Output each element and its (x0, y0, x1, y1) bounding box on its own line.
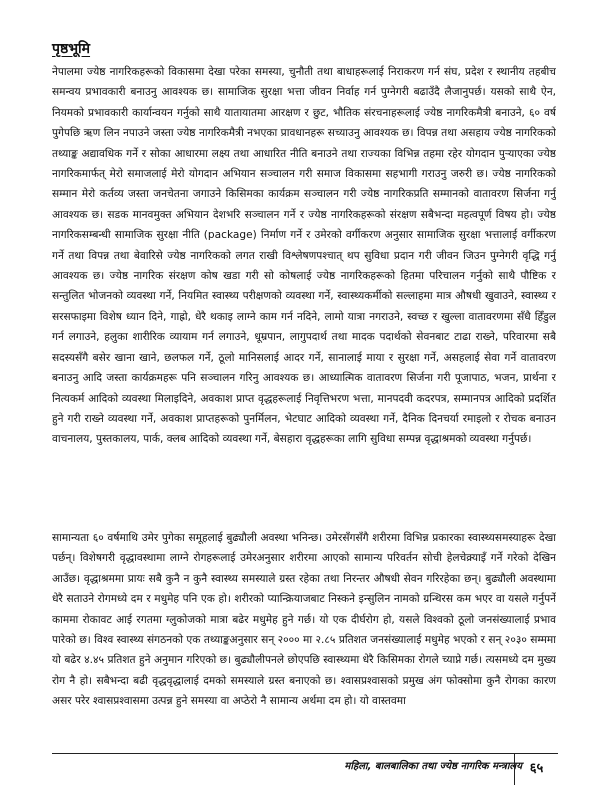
footer-divider (52, 753, 558, 754)
page-number: ६५ (514, 753, 558, 785)
paragraph-1: नेपालमा ज्येष्ठ नागरिकहरूको विकासमा देखा परेका समस्या, चुनौती तथा बाधाहरूलाई निराकरण गर्न संघ, प्रदेश र स्थानीय तहबीच समन्वय प्रभावकारी बनाउनु आवश्यक छ। सामाजिक सुरक्षा भत्ता जीवन निर्वाह गर्न पुग्नेगरी बढाउँदै लैजानुपर्छ। यसको साथै ऐन, नियमको प्रभावकारी कार्यान्वयन गर्नुको साथै यातायातमा आरक्षण र छुट, भौतिक संरचनाहरूलाई ज्येष्ठ नागरिकमैत्री बनाउने, ६० वर्ष पुगेपछि ऋण लिन नपाउने जस्ता ज्येष्ठ नागरिकमैत्री नभएका प्रावधानहरू सच्याउनु आवश्यक छ। विपन्न तथा असहाय ज्येष्ठ नागरिकको तथ्याङ्क अद्यावधिक गर्ने र सोका आधारमा लक्ष्य तथा आधारित नीति बनाउने तथा राज्यका विभिन्न तहमा रहेर योगदान पुऱ्याएका ज्येष्ठ नागरिकमार्फत् मेरो समाजलाई मेरो योगदान अभियान सञ्चालन गरी समाज विकासमा सहभागी गराउनु जरुरी छ। ज्येष्ठ नागरिकको सम्मान मेरो कर्तव्य जस्ता जनचेतना जगाउने किसिमका कार्यक्रम सञ्चालन गरी ज्येष्ठ नागरिकप्रति सम्मानको वातावरण सिर्जना गर्नु आवश्यक छ। सडक मानवमुक्त अभियान देशभरि सञ्चालन गर्ने र ज्येष्ठ नागरिकहरूको संरक्षण सबैभन्दा महत्वपूर्ण विषय हो। ज्येष्ठ नागरिकसम्बन्धी सामाजिक सुरक्षा नीति (package) निर्माण गर्ने र उमेरको वर्गीकरण अनुसार सामाजिक सुरक्षा भत्तालाई वर्गीकरण गर्ने तथा विपन्न तथा बेवारिसे ज्येष्ठ नागरिकको लगत राखी विश्लेषणपश्चात् थप सुविधा प्रदान गरी जीवन जिउन पुग्नेगरी वृद्धि गर्नु आवश्यक छ। ज्येष्ठ नागरिक संरक्षण कोष खडा गरी सो कोषलाई ज्येष्ठ नागरिकहरूको हितमा परिचालन गर्नुको साथै पौष्टिक र सन्तुलित भोजनको व्यवस्था गर्ने, नियमित स्वास्थ्य परीक्षणको व्यवस्था गर्ने, स्वास्थ्यकर्मीको सल्लाहमा मात्र औषधी खुवाउने, स्वास्थ्य र सरसफाइमा विशेष ध्यान दिने, गाह्रो, धेरै थकाइ लाग्ने काम गर्न नदिने, लामो यात्रा नगराउने, स्वच्छ र खुल्ला वातावरणमा सँधै हिँडुल गर्न लगाउने, हलुका शारीरिक व्यायाम गर्न लगाउने, धूम्रपान, लागुपदार्थ तथा मादक पदार्थको सेवनबाट टाढा राख्ने, परिवारमा सबै सदस्यसँगै बसेर खाना खाने, छलफल गर्ने, ठूलो मानिसलाई आदर गर्ने, सानालाई माया र सुरक्षा गर्ने, असहलाई सेवा गर्ने वातावरण बनाउनु आदि जस्ता कार्यक्रमहरू पनि सञ्चालन गरिनु आवश्यक छ। आध्यात्मिक वातावरण सिर्जना गरी पूजापाठ, भजन, प्रार्थना र नित्यकर्म आदिको व्यवस्था मिलाइदिने, अवकाश प्राप्त वृद्धहरूलाई निवृत्तिभरण भत्ता, मानपदवी कदरपत्र, सम्मानपत्र आदिको प्रदर्शित हुने गरी राख्ने व्यवस्था गर्ने, अवकाश प्राप्तहरूको पुनर्मिलन, भेटघाट आदिको व्यवस्था गर्ने, दैनिक दिनचर्या रमाइलो र रोचक बनाउन वाचनालय, पुस्तकालय, पार्क, क्लब आदिको व्यवस्था गर्ने, बेसहारा वृद्धहरूका लागि सुविधा सम्पन्न वृद्धाश्रमको व्यवस्था गर्नुपर्छ। (52, 66, 556, 446)
paragraph-2: सामान्यता ६० वर्षमाथि उमेर पुगेका समूहलाई बुढ्यौली अवस्था भनिन्छ। उमेरसँगसँगै शरीरमा विभिन्न प्रकारका स्वास्थ्यसमस्याहरू देखा पर्छन्। विशेषगरी वृद्धावस्थामा लाग्ने रोगहरूलाई उमेरअनुसार शरीरमा आएको सामान्य परिवर्तन सोची हेलचेक्र्याइँ गर्ने गरेको देखिन आउँछ। वृद्धाश्रममा प्रायः सबै कुनै न कुनै स्वास्थ्य समस्याले ग्रस्त रहेका तथा निरन्तर औषधी सेवन गरिरहेका छन्। बुढ्यौली अवस्थामा धेरै सताउने रोगमध्ये दम र मधुमेह पनि एक हो। शरीरको प्यान्क्रियाजबाट निस्कने इन्सुलिन नामको ग्रन्थिरस कम भएर वा यसले गर्नुपर्ने काममा रोकावट आई रगतमा ग्लुकोजको मात्रा बढेर मधुमेह हुने गर्छ। यो एक दीर्घरोग हो, यसले विश्वको ठूलो जनसंख्यालाई प्रभाव पारेको छ। विश्व स्वास्थ्य संगठनको एक तथ्याङ्कअनुसार सन् २००० मा २.८५ प्रतिशत जनसंख्यालाई मधुमेह भएको र सन् २०३० सम्ममा यो बढेर ४.४५ प्रतिशत हुने अनुमान गरिएको छ। बुढ्यौलीपनले छोएपछि स्वास्थ्यमा धेरै किसिमका रोगले च्याप्ने गर्छ। त्यसमध्ये दम मुख्य रोग नै हो। सबैभन्दा बढी वृद्धवृद्धालाई दमको समस्याले ग्रस्त बनाएको छ। श्वासप्रश्वासको प्रमुख अंग फोक्सोमा कुनै रोगका कारण असर परेर श्वासप्रश्वासमा उत्पन्न हुने समस्या वा अप्ठेरो नै सामान्य अर्थमा दम हो। यो वास्तवमा (52, 532, 556, 708)
section-heading: पृष्ठभूमि (52, 41, 91, 57)
footer-ministry-name: महिला, बालबालिका तथा ज्येष्ठ नागरिक मन्त्रालय (344, 761, 522, 772)
